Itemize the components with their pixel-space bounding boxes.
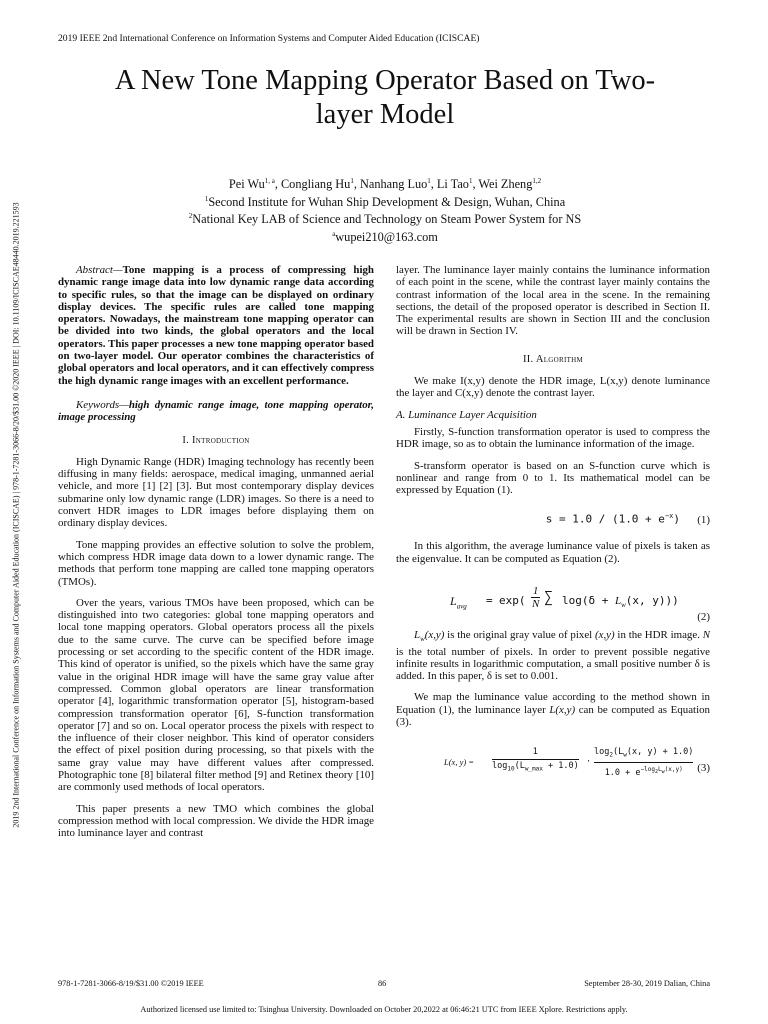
luminance-paragraph-3: In this algorithm, the average luminance value of pixels is taken as the eigenvalue. It can be computed as Equation (2). [396,540,710,565]
algorithm-intro: We make I(x,y) denote the HDR image, L(x,y) denote luminance the layer and C(x,y) denote the contrast layer. [396,375,710,400]
subsection-heading-luminance: A. Luminance Layer Acquisition [396,408,537,421]
equation-1: $s = 1.0 / (1.0 + e^{-x})$ (1) [545,512,710,527]
authorized-use-notice: Authorized licensed use limited to: Tsinghua University. Downloaded on October 20,2022 at 06:46:21 UTC from IEEE Xplore. Restrictions apply. [140,1005,628,1014]
intro-paragraph-2: Tone mapping provides an effective solution to solve the problem, which compress HDR image data down to a lower dynamic range. The methods that perform tone mapping are called tone mapping operators (TMOs). [58,538,374,588]
equation-3: L(x, y) = 1 $\log_{10}(L_{w\_max} + 1.0)$ · $\log_2(L_w(x$, y) + 1.0) $1.0 + e^{-log_2L_w(x,y)}$ (3) [444,747,710,778]
author-names: Pei Wu$^{1, a}$, Congliang Hu$^1$, Nanhang Luo$^1$, Li Tao$^1$, Wei Zheng$^{1,2}$ [228,177,542,192]
intro-paragraph-3: Over the years, various TMOs have been proposed, which can be distinguished into two categories: global tone mapping operators and local tone mapping operators. Global operators process all the pixels due to the same curve. The curve can be specified before image processing or set according to the specific content of the HDR image. This kind of operator is unified, so the pixels which have the same gray value in the original HDR image will have the same gray value after compressed. Common global operators are linear transformation operator [4], logarithmic transformation operator [5], histogram-based compression transformation operator [6], S-function transformation operator [7] and so on. Local operator process the pixels with respect to the influence of their closer neighbor. This kind of operator considers the effect of pixel position during processing, so that pixels with the same gray value may have different values after compressed. Photographic tone [8] bilateral filter method [9] and Retinex theory [10] are commonly used methods of local operators. [58,596,374,794]
luminance-paragraph-2: S-transform operator is based on an S-function curve which is nonlinear and range from 0 to 1. Its mathematical model can be expressed by Equation (1). [396,459,710,497]
page-number: 86 [378,979,387,988]
paper-title [60,64,710,132]
equation-3-number: (3) [697,762,710,775]
abstract [58,264,374,387]
abstract-label: Abstract— [76,264,123,276]
keywords-text: high dynamic range image, tone mapping operator, image processing [58,398,374,424]
author-block [150,174,620,244]
intro-paragraph-1: High Dynamic Range (HDR) Imaging technology has recently been diffusing in many fields: aerospace, medical imaging, unmanned aerial vehicle, and more [1] [2] [3]. But most contemporary display devices submarine only low dynamic range (LDR) images. So there is a need to convert HDR images to LDR images before displaying them on ordinary display devices. [58,455,374,530]
intro-continuation: layer. The luminance layer mainly contains the luminance information of each point in the scene, while the contrast layer mainly contains the contrast information of the local area in the scene. In the remaining sections, the detail of the proposed operator is described in Section II. The experimental results are shown in Section III and the conclusion will be drawn in Section IV. [396,264,710,338]
luminance-paragraph-5: We map the luminance value according to the method shown in Equation (1), the luminance layer L(x,y) can be computed as Equation (3). [396,691,710,728]
right-column [396,264,710,778]
left-column [58,264,374,839]
footer-isbn: 978-1-7281-3066-8/19/$31.00 ©2019 IEEE [58,979,204,988]
abstract-text: Tone mapping is a process of compressing high dynamic range image data into low dynamic range data according to specific rules, so that the image can be displayed on ordinary display devices. The specific rules are called tone mapping operators. Nowadays, the mainstream tone mapping operator can be divided into two kinds, the global operators and the local operators. This paper processes a new tone mapping operator based on two-layer model. Our operator combines the characteristics of global operators and local operators, and it can effectively compress the high dynamic range images with an excellent performance. [58,264,374,387]
title-line-1: A New Tone Mapping Operator Based on Two- [114,65,656,96]
luminance-paragraph-1: Firstly, S-function transformation operator is used to compress the HDR image, so as to obtain the luminance information of the image. [396,425,710,451]
intro-paragraph-4: This paper presents a new TMO which combines the global compression method with local compression. We divide the HDR image into luminance layer and contrast [58,802,374,840]
doi-side-text: 2019 2nd International Conference on Information Systems and Computer Aided Education (ICISCAE) | 978-1-7281-3066-8/20/$31.00 ©2020 IEEE | DOI: 10.1109/ICISCAE48440.2019.221593 [11,202,21,828]
conference-header: 2019 IEEE 2nd International Conference on Information Systems and Computer Aided Education (ICISCAE) [58,33,480,44]
keywords [58,399,374,424]
equation-1-number: (1) [697,514,710,527]
section-heading-introduction: I. Introduction [182,434,250,446]
affiliation-1: $^1$Second Institute for Wuhan Ship Development & Design, Wuhan, China [204,194,566,209]
equation-2: $L_{avg}$ = exp( 1 N ∑ $\log(\delta + L_w(x$, y))) (2) [450,585,710,624]
affiliation-2: $^2$National Key LAB of Science and Technology on Steam Power System for NS [188,212,582,227]
author-email: $^a$wupei210@163.com [332,229,438,244]
footer-date: September 28-30, 2019 Dalian, China [584,979,710,988]
equation-2-number: (2) [697,611,710,624]
keywords-label: Keywords— [76,398,129,411]
luminance-paragraph-4: $L_w(x,y)$ is the original gray value of pixel (x,y) in the HDR image. N is the total number of pixels. In order to prevent possible negative infinite results in logarithmic computation, a small positive number δ is added. In this paper, δ is set to 0.001. [396,629,710,683]
section-heading-algorithm: II. Algorithm [522,353,584,365]
title-line-2: layer Model [315,99,455,130]
